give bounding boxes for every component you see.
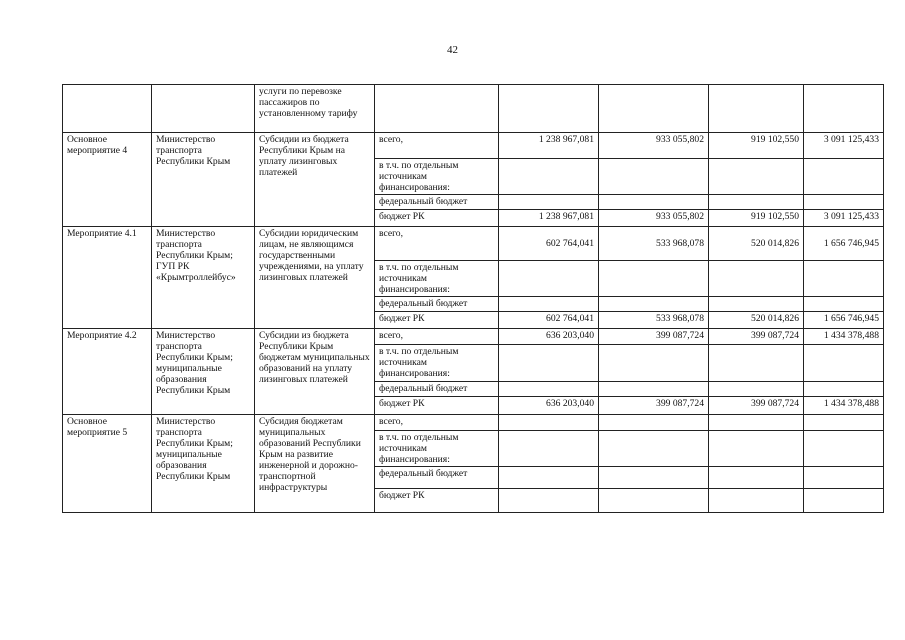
value-cell <box>804 261 884 297</box>
value-cell <box>709 195 804 210</box>
executor-cell: Министерство транспорта Республики Крым <box>152 133 255 227</box>
value-cell: 933 055,802 <box>599 210 709 227</box>
value-cell <box>499 195 599 210</box>
source-cell <box>375 85 499 133</box>
table-row <box>63 227 884 261</box>
value-cell: 1 238 967,081 <box>499 133 599 159</box>
value-cell: 399 087,724 <box>599 397 709 415</box>
value-cell <box>499 431 599 467</box>
source-cell: всего, <box>375 329 499 345</box>
value-cell <box>599 489 709 513</box>
source-cell: всего, <box>375 133 499 159</box>
description-cell: услуги по перевозке пассажиров по установленному тарифу <box>255 85 375 133</box>
source-cell: федеральный бюджет <box>375 382 499 397</box>
value-cell <box>599 345 709 382</box>
source-cell: в т.ч. по отдельным источникам финансирования: <box>375 431 499 467</box>
value-cell <box>804 159 884 195</box>
source-cell: федеральный бюджет <box>375 195 499 210</box>
source-cell: бюджет РК <box>375 312 499 329</box>
value-cell <box>599 467 709 489</box>
table-row <box>63 85 884 133</box>
value-cell <box>709 489 804 513</box>
source-cell: всего, <box>375 415 499 431</box>
value-cell: 1 238 967,081 <box>499 210 599 227</box>
value-cell: 3 091 125,433 <box>804 210 884 227</box>
value-cell: 399 087,724 <box>709 329 804 345</box>
value-cell <box>709 85 804 133</box>
value-cell <box>804 345 884 382</box>
value-cell: 1 434 378,488 <box>804 329 884 345</box>
measure-cell: Основное мероприятие 5 <box>63 415 152 513</box>
source-cell: всего, <box>375 227 499 261</box>
value-cell <box>599 159 709 195</box>
source-cell: федеральный бюджет <box>375 467 499 489</box>
value-cell <box>599 195 709 210</box>
measure-cell: Мероприятие 4.1 <box>63 227 152 329</box>
value-cell <box>709 261 804 297</box>
measure-cell: Мероприятие 4.2 <box>63 329 152 415</box>
source-cell: в т.ч. по отдельным источникам финансирования: <box>375 345 499 382</box>
table-row <box>63 133 884 159</box>
description-cell: Субсидия бюджетам муниципальных образований Республики Крым на развитие инженерной и дорожно-транспортной инфраструктуры <box>255 415 375 513</box>
value-cell <box>599 415 709 431</box>
value-cell: 520 014,826 <box>709 312 804 329</box>
value-cell <box>499 297 599 312</box>
measure-cell: Основное мероприятие 4 <box>63 133 152 227</box>
value-cell: 919 102,550 <box>709 210 804 227</box>
executor-cell: Министерство транспорта Республики Крым; муниципальные образования Республики Крым <box>152 415 255 513</box>
value-cell <box>804 195 884 210</box>
value-cell: 399 087,724 <box>709 397 804 415</box>
value-cell <box>599 382 709 397</box>
source-cell: бюджет РК <box>375 397 499 415</box>
value-cell: 602 764,041 <box>499 227 599 261</box>
value-cell <box>709 297 804 312</box>
value-cell <box>499 489 599 513</box>
value-cell <box>804 85 884 133</box>
value-cell <box>804 431 884 467</box>
source-cell: в т.ч. по отдельным источникам финансирования: <box>375 261 499 297</box>
value-cell <box>599 85 709 133</box>
value-cell: 933 055,802 <box>599 133 709 159</box>
table-row <box>63 415 884 431</box>
value-cell <box>499 85 599 133</box>
budget-table <box>62 84 884 513</box>
value-cell: 919 102,550 <box>709 133 804 159</box>
executor-cell <box>152 85 255 133</box>
value-cell <box>499 415 599 431</box>
value-cell <box>599 431 709 467</box>
value-cell <box>804 489 884 513</box>
value-cell: 3 091 125,433 <box>804 133 884 159</box>
description-cell: Субсидии из бюджета Республики Крым на уплату лизинговых платежей <box>255 133 375 227</box>
value-cell <box>804 415 884 431</box>
value-cell <box>709 415 804 431</box>
value-cell: 399 087,724 <box>599 329 709 345</box>
value-cell: 636 203,040 <box>499 329 599 345</box>
source-cell: бюджет РК <box>375 489 499 513</box>
value-cell <box>499 467 599 489</box>
description-cell: Субсидии из бюджета Республики Крым бюджетам муниципальных образований на уплату лизинговых платежей <box>255 329 375 415</box>
value-cell <box>499 382 599 397</box>
source-cell: бюджет РК <box>375 210 499 227</box>
measure-cell <box>63 85 152 133</box>
value-cell <box>804 297 884 312</box>
value-cell <box>599 297 709 312</box>
value-cell <box>804 382 884 397</box>
executor-cell: Министерство транспорта Республики Крым; ГУП РК «Крымтроллейбус» <box>152 227 255 329</box>
value-cell <box>709 382 804 397</box>
value-cell <box>709 467 804 489</box>
value-cell: 1 656 746,945 <box>804 312 884 329</box>
value-cell <box>499 261 599 297</box>
page-number: 42 <box>447 44 458 56</box>
value-cell <box>599 261 709 297</box>
value-cell: 533 968,078 <box>599 227 709 261</box>
executor-cell: Министерство транспорта Республики Крым; муниципальные образования Республики Крым <box>152 329 255 415</box>
value-cell: 602 764,041 <box>499 312 599 329</box>
description-cell: Субсидии юридическим лицам, не являющимся государственными учреждениями, на уплату лизинговых платежей <box>255 227 375 329</box>
value-cell <box>804 467 884 489</box>
value-cell: 636 203,040 <box>499 397 599 415</box>
source-cell: в т.ч. по отдельным источникам финансирования: <box>375 159 499 195</box>
value-cell <box>709 159 804 195</box>
value-cell: 1 656 746,945 <box>804 227 884 261</box>
value-cell: 1 434 378,488 <box>804 397 884 415</box>
value-cell <box>709 431 804 467</box>
value-cell <box>499 159 599 195</box>
value-cell: 520 014,826 <box>709 227 804 261</box>
value-cell <box>709 345 804 382</box>
source-cell: федеральный бюджет <box>375 297 499 312</box>
table-row <box>63 329 884 345</box>
value-cell <box>499 345 599 382</box>
value-cell: 533 968,078 <box>599 312 709 329</box>
